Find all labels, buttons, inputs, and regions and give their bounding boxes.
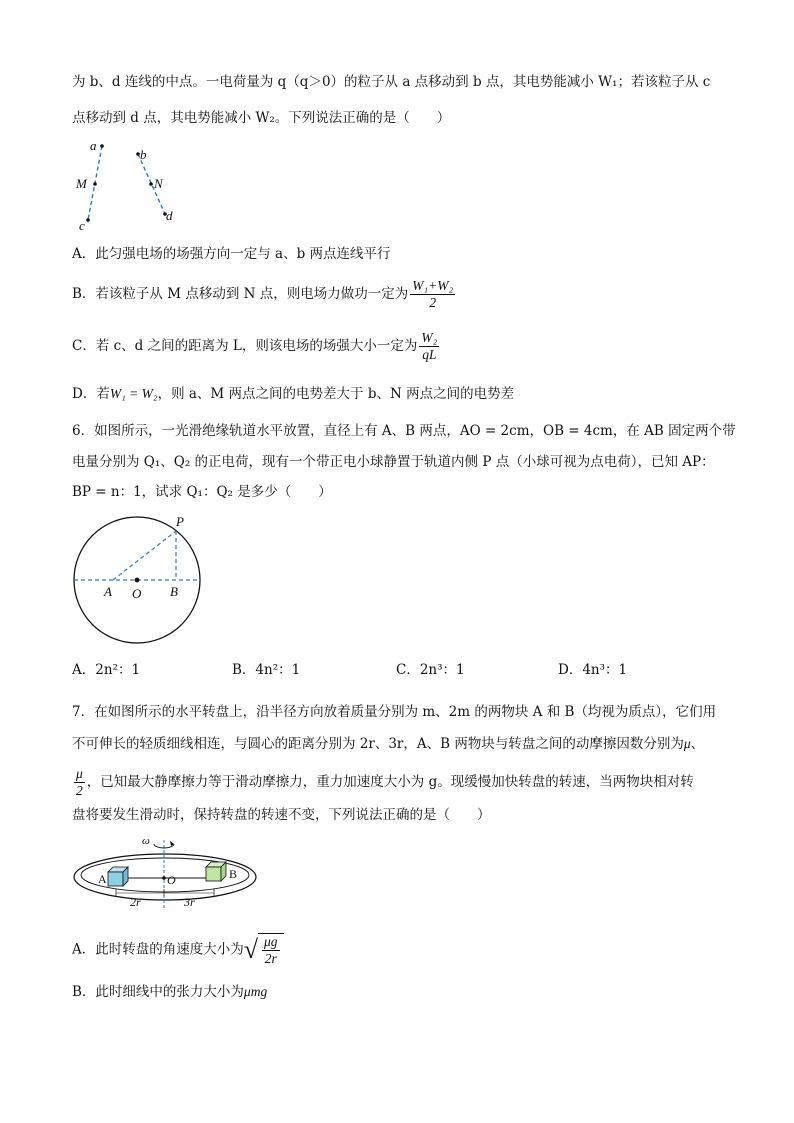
q6-option-d: D．4n³：1 xyxy=(558,662,628,678)
q5-option-d-eq: W₁ = W₂ xyxy=(109,386,158,401)
q7-option-b xyxy=(72,982,267,1002)
q7-stem-line2-b: 、 xyxy=(690,736,705,752)
q6-stem-line2: 电量分别为 Q₁、Q₂ 的正电荷，现有一个带正电小球静置于轨道内侧 P 点（小球可视为点电荷），已知 AP： xyxy=(72,454,715,470)
sqrt-icon: √ xyxy=(243,935,259,964)
label-c: c xyxy=(79,218,85,233)
label-omega: ω xyxy=(142,835,150,847)
label-B: B xyxy=(170,584,178,599)
q7-mu-half-den: 2 xyxy=(76,783,83,798)
q7-mu-half-num: μ xyxy=(76,766,83,781)
label-P: P xyxy=(176,514,184,529)
q5-option-c-fraction xyxy=(419,330,439,363)
q6-option-a: A．2n²：1 xyxy=(72,662,141,678)
q5-option-c xyxy=(72,330,441,363)
q5-option-d xyxy=(72,384,514,404)
q7-stem-line2-a: 不可伸长的轻质细线相连，与圆心的距离分别为 2r、3r，A、B 两物块与转盘之间的动摩擦因数分别为 xyxy=(72,736,684,752)
label-N: N xyxy=(154,176,163,191)
q5-option-b-text: B．若该粒子从 M 点移动到 N 点，则电场力做功一定为 xyxy=(72,286,409,302)
q5-option-a: A．此匀强电场的场强方向一定与 a、b 两点连线平行 xyxy=(72,246,391,262)
label-O: O xyxy=(167,873,176,887)
q7-mu: μ xyxy=(683,736,691,751)
q5-option-c-text: C．若 c、d 之间的距离为 L，则该电场的场强大小一定为 xyxy=(72,338,418,354)
label-a: a xyxy=(90,138,97,153)
q7-option-a-fraction xyxy=(262,934,280,967)
q7-option-b-text: B．此时细线中的张力大小为 xyxy=(72,984,244,1000)
q5-stem-line2: 点移动到 d 点，其电势能减小 W₂。下列说法正确的是（ ） xyxy=(72,110,451,126)
q5-stem-line1: 为 b、d 连线的中点。一电荷量为 q（q＞0）的粒子从 a 点移动到 b 点，其电势能减小 W₁；若该粒子从 c xyxy=(72,74,711,90)
q6-option-c: C．2n³：1 xyxy=(396,662,465,678)
q7-figure xyxy=(70,832,260,912)
q5-option-b xyxy=(72,278,457,311)
q5-option-b-fraction xyxy=(410,278,455,311)
q6-stem-line3: BP = n：1，试求 Q₁：Q₂ 是多少（ ） xyxy=(72,484,332,500)
q6-figure xyxy=(70,512,210,647)
q7-option-b-val: μmg xyxy=(243,984,268,999)
label-M: M xyxy=(76,176,87,191)
q7-stem-line2 xyxy=(72,734,704,754)
q6-stem-line1: 6．如图所示，一光滑绝缘轨道水平放置，直径上有 A、B 两点，AO = 2cm，OB = 4cm，在 AB 固定两个带 xyxy=(72,423,736,439)
q5-option-d-suffix: ，则 a、M 两点之间的电势差大于 b、N 两点之间的电势差 xyxy=(157,386,515,402)
q7-option-a-num: μg xyxy=(264,934,278,949)
q7-stem-line4: 盘将要发生滑动时，保持转盘的转速不变，下列说法正确的是（ ） xyxy=(72,807,491,823)
q7-mu-half xyxy=(74,766,85,799)
label-d: d xyxy=(166,208,173,223)
label-O: O xyxy=(132,586,142,601)
label-B: B xyxy=(229,867,238,881)
label-A: A xyxy=(104,584,112,599)
q7-stem-line1: 7．在如图所示的水平转盘上，沿半径方向放着质量分别为 m、2m 的两物块 A 和 B（均视为质点），它们用 xyxy=(72,704,717,720)
label-b: b xyxy=(140,147,147,162)
q5-option-c-den: qL xyxy=(422,347,437,362)
q7-stem-line3 xyxy=(72,766,694,799)
q7-option-a xyxy=(72,933,284,967)
q7-option-a-sqrt xyxy=(244,933,284,967)
label-A: A xyxy=(98,872,107,886)
q5-option-b-den: 2 xyxy=(429,295,437,310)
q5-option-b-num: W₁+W₂ xyxy=(412,278,454,293)
q5-figure xyxy=(70,138,190,238)
label-2r: 2r xyxy=(130,895,141,909)
q5-option-c-num: W₂ xyxy=(421,330,438,345)
q7-stem-line3-text: ，已知最大静摩擦力等于滑动摩擦力，重力加速度大小为 g。现缓慢加快转盘的转速，当两物块相对转 xyxy=(86,774,694,790)
q6-option-b: B．4n²：1 xyxy=(232,662,301,678)
label-3r: 3r xyxy=(184,895,195,909)
q5-option-d-prefix: D．若 xyxy=(72,386,110,402)
q7-option-a-den: 2r xyxy=(264,951,277,966)
q7-option-a-text: A．此时转盘的角速度大小为 xyxy=(72,941,244,958)
